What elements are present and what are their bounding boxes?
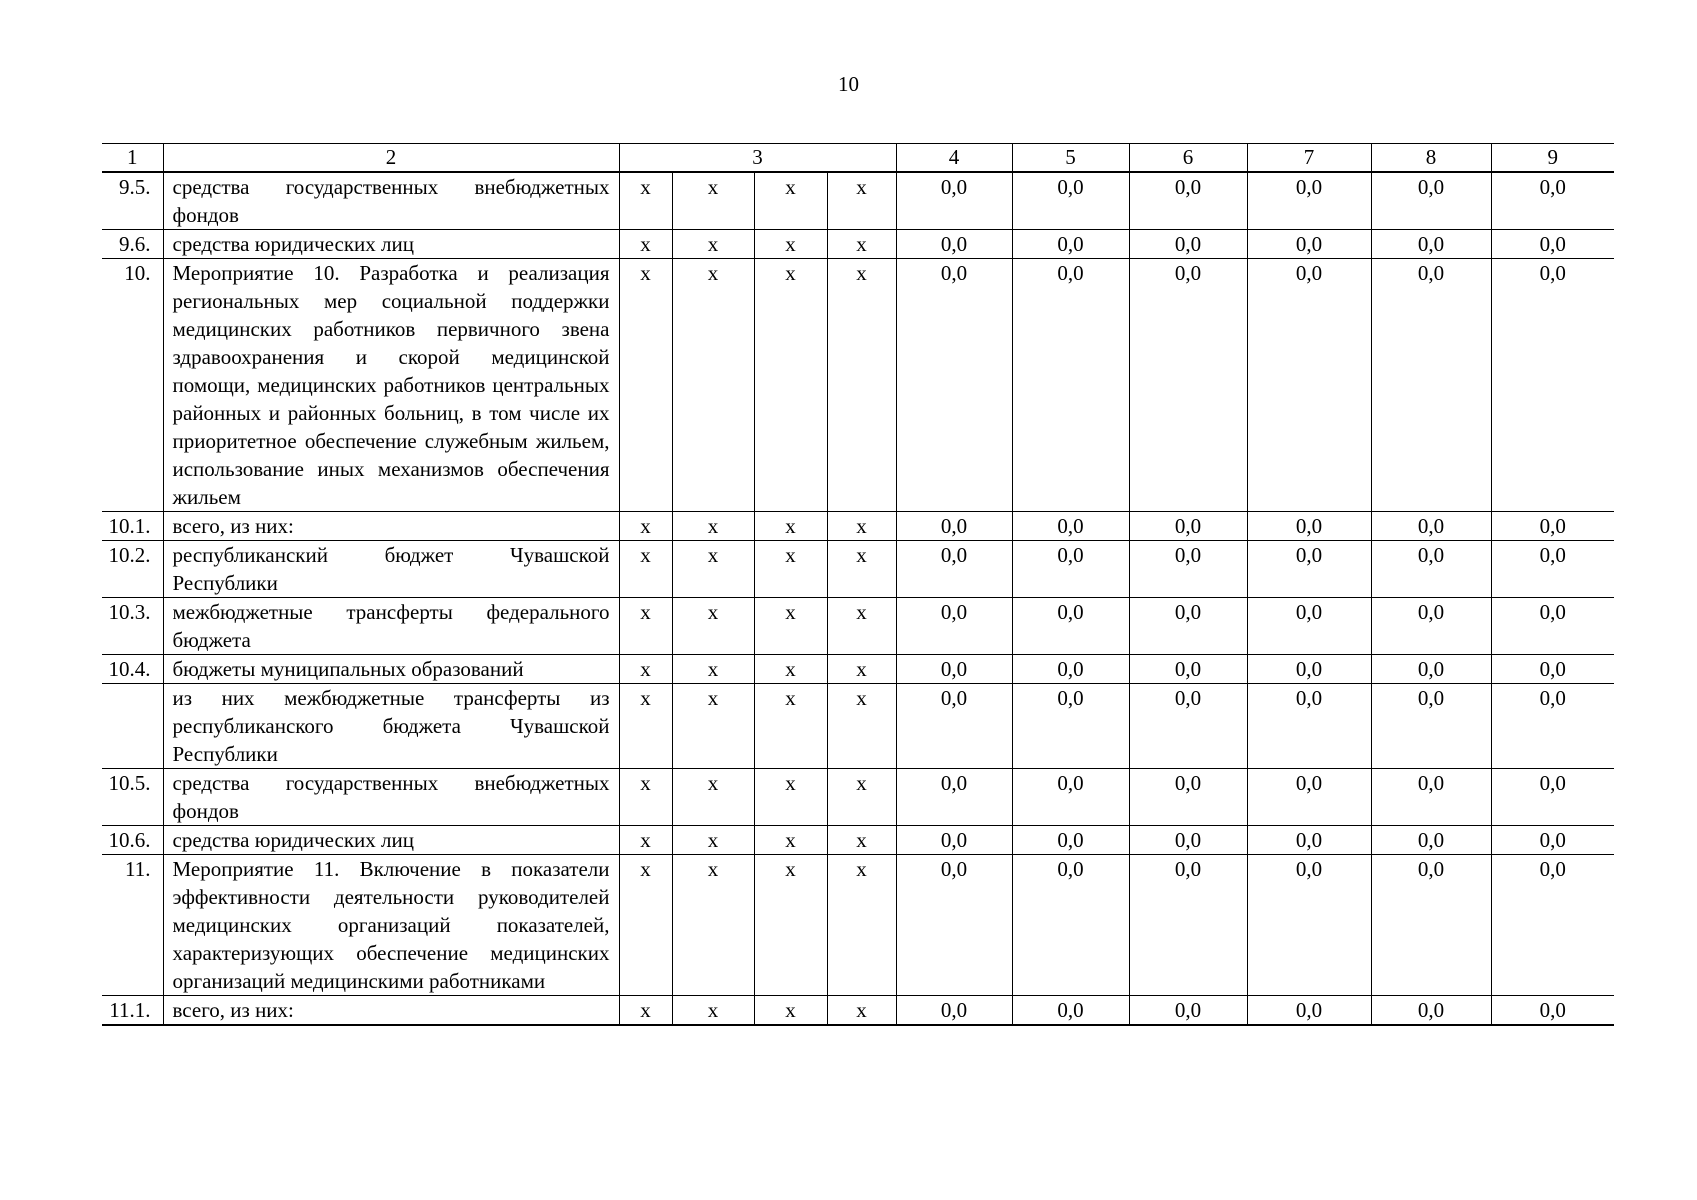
cell-value-col-9: 0,0 — [1491, 684, 1614, 769]
cell-value-col-7: 0,0 — [1247, 996, 1371, 1026]
cell-value-col-9: 0,0 — [1491, 230, 1614, 259]
row-number: 10.3. — [102, 598, 163, 655]
cell-value-col-9: 0,0 — [1491, 826, 1614, 855]
cell-value-col-5: 0,0 — [1012, 598, 1129, 655]
cell-value-col-8: 0,0 — [1371, 598, 1491, 655]
cell-value-col-7: 0,0 — [1247, 598, 1371, 655]
row-number: 10.1. — [102, 512, 163, 541]
row-description: средства государственных внебюджетных фондов — [163, 769, 619, 826]
row-description: всего, из них: — [163, 996, 619, 1026]
cell-value-col-8: 0,0 — [1371, 230, 1491, 259]
table-row — [102, 598, 1614, 655]
cell-value-col-4: 0,0 — [896, 541, 1012, 598]
budget-table — [102, 143, 1614, 1026]
cell-x-mark: х — [619, 598, 672, 655]
cell-x-mark: х — [672, 172, 754, 230]
cell-value-col-5: 0,0 — [1012, 996, 1129, 1026]
cell-value-col-7: 0,0 — [1247, 512, 1371, 541]
row-number: 10. — [102, 259, 163, 512]
cell-x-mark: х — [754, 541, 827, 598]
cell-value-col-7: 0,0 — [1247, 684, 1371, 769]
cell-x-mark: х — [827, 826, 896, 855]
row-description: средства юридических лиц — [163, 230, 619, 259]
cell-value-col-5: 0,0 — [1012, 855, 1129, 996]
cell-x-mark: х — [754, 996, 827, 1026]
table-header-row — [102, 144, 1614, 173]
cell-x-mark: х — [827, 512, 896, 541]
cell-value-col-9: 0,0 — [1491, 259, 1614, 512]
cell-x-mark: х — [827, 684, 896, 769]
header-col-3: 3 — [619, 144, 896, 173]
cell-value-col-8: 0,0 — [1371, 826, 1491, 855]
cell-value-col-7: 0,0 — [1247, 769, 1371, 826]
cell-x-mark: х — [827, 855, 896, 996]
cell-x-mark: х — [827, 655, 896, 684]
row-number: 11. — [102, 855, 163, 996]
cell-value-col-9: 0,0 — [1491, 655, 1614, 684]
cell-value-col-4: 0,0 — [896, 769, 1012, 826]
cell-value-col-6: 0,0 — [1129, 512, 1247, 541]
cell-x-mark: х — [619, 230, 672, 259]
cell-value-col-9: 0,0 — [1491, 996, 1614, 1026]
cell-x-mark: х — [619, 996, 672, 1026]
cell-value-col-7: 0,0 — [1247, 655, 1371, 684]
table-row — [102, 230, 1614, 259]
cell-value-col-6: 0,0 — [1129, 769, 1247, 826]
cell-x-mark: х — [672, 855, 754, 996]
cell-x-mark: х — [619, 769, 672, 826]
cell-x-mark: х — [754, 655, 827, 684]
cell-value-col-7: 0,0 — [1247, 826, 1371, 855]
cell-x-mark: х — [672, 259, 754, 512]
header-col-4: 4 — [896, 144, 1012, 173]
cell-x-mark: х — [672, 655, 754, 684]
table-body — [102, 144, 1614, 1026]
header-col-1: 1 — [102, 144, 163, 173]
cell-value-col-9: 0,0 — [1491, 512, 1614, 541]
cell-x-mark: х — [754, 684, 827, 769]
cell-x-mark: х — [754, 855, 827, 996]
cell-value-col-5: 0,0 — [1012, 826, 1129, 855]
table-row — [102, 684, 1614, 769]
row-number: 9.6. — [102, 230, 163, 259]
row-description: Мероприятие 10. Разработка и реализация региональных мер социальной поддержки медицинских работников первичного звена здравоохранения и скорой медицинской помощи, медицинских работников центральных районных и районных больниц, в том числе их приоритетное обеспечение служебным жильем, использование иных механизмов обеспечения жильем — [163, 259, 619, 512]
row-description: Мероприятие 11. Включение в показатели эффективности деятельности руководителей медицинских организаций показателей, характеризующих обеспечение медицинских организаций медицинскими работниками — [163, 855, 619, 996]
row-description: всего, из них: — [163, 512, 619, 541]
cell-value-col-8: 0,0 — [1371, 855, 1491, 996]
cell-value-col-9: 0,0 — [1491, 172, 1614, 230]
table-row — [102, 172, 1614, 230]
cell-x-mark: х — [827, 769, 896, 826]
header-col-5: 5 — [1012, 144, 1129, 173]
cell-x-mark: х — [672, 826, 754, 855]
cell-x-mark: х — [672, 598, 754, 655]
cell-value-col-5: 0,0 — [1012, 172, 1129, 230]
table-row — [102, 826, 1614, 855]
row-number: 10.4. — [102, 655, 163, 684]
cell-x-mark: х — [619, 259, 672, 512]
table-row — [102, 259, 1614, 512]
row-number — [102, 684, 163, 769]
cell-value-col-9: 0,0 — [1491, 855, 1614, 996]
row-number: 10.6. — [102, 826, 163, 855]
table-row — [102, 512, 1614, 541]
cell-value-col-7: 0,0 — [1247, 230, 1371, 259]
cell-value-col-5: 0,0 — [1012, 684, 1129, 769]
cell-x-mark: х — [754, 230, 827, 259]
cell-value-col-6: 0,0 — [1129, 259, 1247, 512]
cell-x-mark: х — [619, 541, 672, 598]
cell-value-col-4: 0,0 — [896, 655, 1012, 684]
cell-x-mark: х — [619, 826, 672, 855]
cell-value-col-7: 0,0 — [1247, 541, 1371, 598]
cell-x-mark: х — [619, 855, 672, 996]
header-col-2: 2 — [163, 144, 619, 173]
cell-value-col-4: 0,0 — [896, 996, 1012, 1026]
cell-x-mark: х — [827, 541, 896, 598]
cell-x-mark: х — [827, 230, 896, 259]
cell-value-col-6: 0,0 — [1129, 598, 1247, 655]
table-row — [102, 996, 1614, 1026]
table-row — [102, 541, 1614, 598]
cell-value-col-6: 0,0 — [1129, 541, 1247, 598]
cell-value-col-6: 0,0 — [1129, 230, 1247, 259]
cell-value-col-6: 0,0 — [1129, 855, 1247, 996]
cell-x-mark: х — [754, 512, 827, 541]
cell-x-mark: х — [754, 172, 827, 230]
cell-value-col-7: 0,0 — [1247, 172, 1371, 230]
cell-value-col-9: 0,0 — [1491, 769, 1614, 826]
cell-x-mark: х — [672, 769, 754, 826]
cell-x-mark: х — [672, 230, 754, 259]
cell-value-col-9: 0,0 — [1491, 541, 1614, 598]
cell-x-mark: х — [619, 512, 672, 541]
header-col-9: 9 — [1491, 144, 1614, 173]
cell-x-mark: х — [672, 541, 754, 598]
cell-x-mark: х — [619, 684, 672, 769]
cell-x-mark: х — [827, 598, 896, 655]
cell-x-mark: х — [754, 598, 827, 655]
row-description: из них межбюджетные трансферты из республиканского бюджета Чувашской Республики — [163, 684, 619, 769]
cell-value-col-8: 0,0 — [1371, 172, 1491, 230]
cell-value-col-4: 0,0 — [896, 259, 1012, 512]
cell-value-col-5: 0,0 — [1012, 512, 1129, 541]
cell-value-col-4: 0,0 — [896, 512, 1012, 541]
cell-value-col-5: 0,0 — [1012, 259, 1129, 512]
table-row — [102, 855, 1614, 996]
row-number: 10.2. — [102, 541, 163, 598]
cell-value-col-8: 0,0 — [1371, 769, 1491, 826]
cell-value-col-5: 0,0 — [1012, 769, 1129, 826]
cell-x-mark: х — [754, 259, 827, 512]
cell-value-col-4: 0,0 — [896, 684, 1012, 769]
row-number: 9.5. — [102, 172, 163, 230]
cell-x-mark: х — [619, 172, 672, 230]
cell-value-col-8: 0,0 — [1371, 541, 1491, 598]
cell-value-col-8: 0,0 — [1371, 684, 1491, 769]
cell-x-mark: х — [672, 684, 754, 769]
header-col-8: 8 — [1371, 144, 1491, 173]
cell-value-col-5: 0,0 — [1012, 655, 1129, 684]
header-col-7: 7 — [1247, 144, 1371, 173]
row-description: межбюджетные трансферты федерального бюджета — [163, 598, 619, 655]
cell-value-col-8: 0,0 — [1371, 996, 1491, 1026]
cell-value-col-4: 0,0 — [896, 855, 1012, 996]
cell-x-mark: х — [672, 512, 754, 541]
cell-value-col-4: 0,0 — [896, 826, 1012, 855]
cell-value-col-4: 0,0 — [896, 598, 1012, 655]
row-description: республиканский бюджет Чувашской Республики — [163, 541, 619, 598]
cell-x-mark: х — [672, 996, 754, 1026]
cell-value-col-4: 0,0 — [896, 172, 1012, 230]
cell-x-mark: х — [827, 996, 896, 1026]
row-description: средства юридических лиц — [163, 826, 619, 855]
cell-x-mark: х — [754, 826, 827, 855]
cell-x-mark: х — [827, 172, 896, 230]
cell-x-mark: х — [619, 655, 672, 684]
row-description: бюджеты муниципальных образований — [163, 655, 619, 684]
row-number: 11.1. — [102, 996, 163, 1026]
page-number: 10 — [838, 72, 859, 96]
table-row — [102, 769, 1614, 826]
cell-value-col-6: 0,0 — [1129, 172, 1247, 230]
cell-value-col-7: 0,0 — [1247, 855, 1371, 996]
cell-value-col-8: 0,0 — [1371, 512, 1491, 541]
header-col-6: 6 — [1129, 144, 1247, 173]
cell-x-mark: х — [827, 259, 896, 512]
cell-value-col-8: 0,0 — [1371, 259, 1491, 512]
cell-value-col-5: 0,0 — [1012, 541, 1129, 598]
cell-value-col-4: 0,0 — [896, 230, 1012, 259]
cell-value-col-7: 0,0 — [1247, 259, 1371, 512]
cell-value-col-6: 0,0 — [1129, 996, 1247, 1026]
cell-x-mark: х — [754, 769, 827, 826]
row-description: средства государственных внебюджетных фондов — [163, 172, 619, 230]
cell-value-col-6: 0,0 — [1129, 684, 1247, 769]
cell-value-col-6: 0,0 — [1129, 655, 1247, 684]
cell-value-col-5: 0,0 — [1012, 230, 1129, 259]
cell-value-col-9: 0,0 — [1491, 598, 1614, 655]
cell-value-col-6: 0,0 — [1129, 826, 1247, 855]
cell-value-col-8: 0,0 — [1371, 655, 1491, 684]
row-number: 10.5. — [102, 769, 163, 826]
table-row — [102, 655, 1614, 684]
